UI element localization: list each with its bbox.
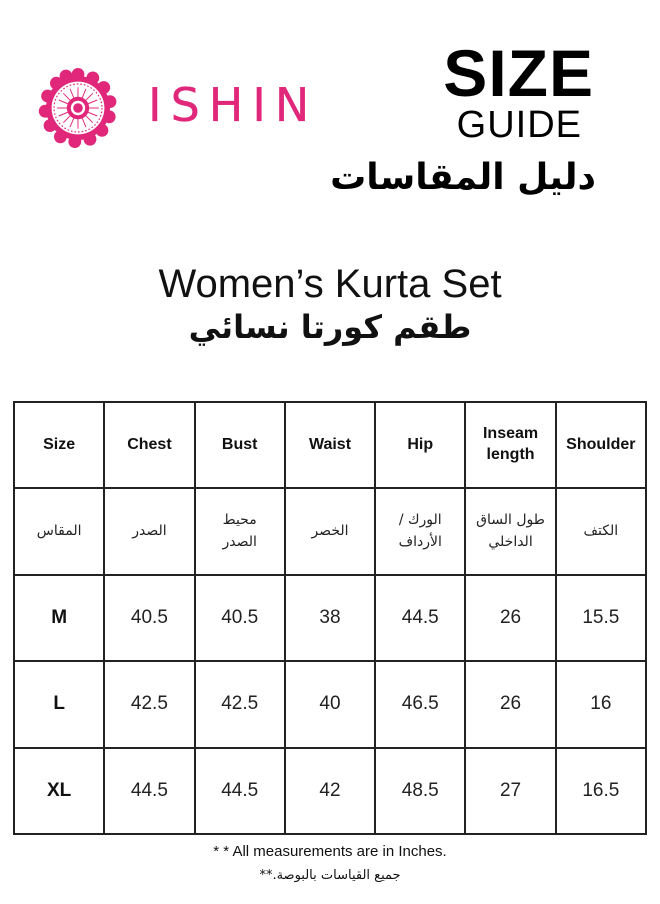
- size-label: M: [14, 575, 104, 661]
- header-size: Size: [14, 402, 104, 488]
- inseam-value: 26: [465, 661, 555, 747]
- header-waist: Waist: [285, 402, 375, 488]
- bust-value: 42.5: [195, 661, 285, 747]
- flower-mandala-icon: [38, 68, 118, 148]
- hip-value: 44.5: [375, 575, 465, 661]
- table-row: [14, 661, 646, 747]
- waist-value: 38: [285, 575, 375, 661]
- header-waist-arabic: الخصر: [285, 488, 375, 574]
- guide-title: GUIDE: [456, 104, 582, 146]
- header-bust-arabic: محيط الصدر: [195, 488, 285, 574]
- header-shoulder: Shoulder: [556, 402, 646, 488]
- waist-value: 42: [285, 748, 375, 834]
- bust-value: 40.5: [195, 575, 285, 661]
- header-chest-arabic: الصدر: [104, 488, 194, 574]
- inseam-value: 26: [465, 575, 555, 661]
- bust-value: 44.5: [195, 748, 285, 834]
- brand-name: ISHIN: [148, 78, 319, 132]
- measurement-note-arabic: جميع القياسات بالبوصة.**: [259, 868, 401, 883]
- chest-value: 40.5: [104, 575, 194, 661]
- shoulder-value: 15.5: [556, 575, 646, 661]
- header-shoulder-arabic: الكتف: [556, 488, 646, 574]
- shoulder-value: 16.5: [556, 748, 646, 834]
- table-row: [14, 575, 646, 661]
- shoulder-value: 16: [556, 661, 646, 747]
- waist-value: 40: [285, 661, 375, 747]
- header-hip: Hip: [375, 402, 465, 488]
- size-label: XL: [14, 748, 104, 834]
- guide-title-arabic: دليل المقاسات: [330, 157, 596, 198]
- header-inseam: Inseam length: [465, 402, 555, 488]
- header-bust: Bust: [195, 402, 285, 488]
- hip-value: 48.5: [375, 748, 465, 834]
- measurement-note: * * All measurements are in Inches.: [213, 843, 447, 860]
- product-title: Women’s Kurta Set: [158, 262, 502, 306]
- header-hip-arabic: الورك / الأرداف: [375, 488, 465, 574]
- size-table: [13, 401, 647, 835]
- hip-value: 46.5: [375, 661, 465, 747]
- header-inseam-arabic: طول الساق الداخلي: [465, 488, 555, 574]
- inseam-value: 27: [465, 748, 555, 834]
- size-title: SIZE: [443, 36, 594, 110]
- size-label: L: [14, 661, 104, 747]
- chest-value: 44.5: [104, 748, 194, 834]
- chest-value: 42.5: [104, 661, 194, 747]
- product-title-arabic: طقم كورتا نسائي: [188, 308, 472, 346]
- table-row: [14, 748, 646, 834]
- header-size-arabic: المقاس: [14, 488, 104, 574]
- table-header-row: [14, 402, 646, 488]
- header-chest: Chest: [104, 402, 194, 488]
- table-header-row-arabic: [14, 488, 646, 574]
